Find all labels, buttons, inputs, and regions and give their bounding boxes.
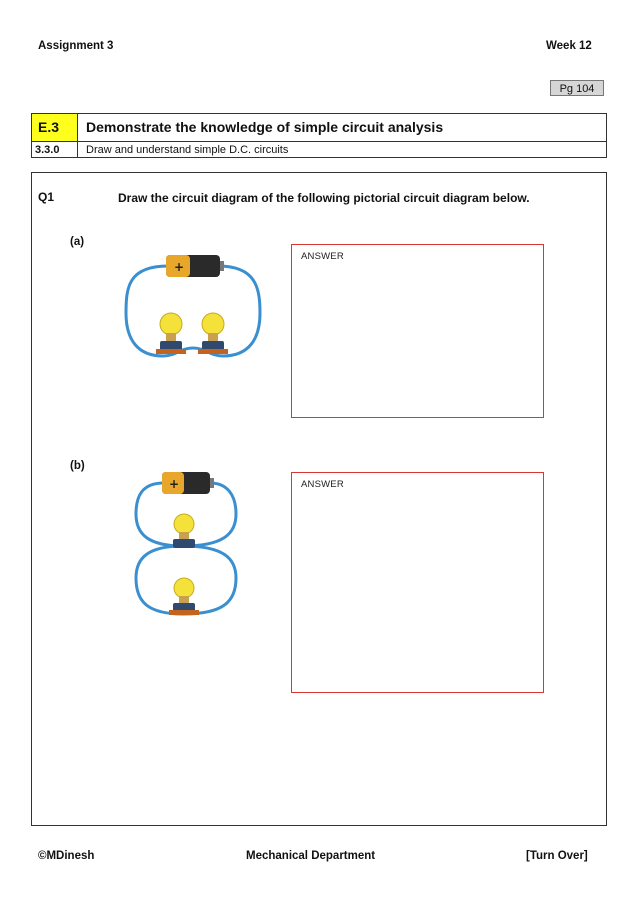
footer-author: ©MDinesh [38,850,95,862]
footer-department: Mechanical Department [246,850,376,862]
bulb-icon [173,514,195,548]
battery-icon [162,472,214,494]
question-text: Draw the circuit diagram of the following pictorial circuit diagram below. [118,191,530,205]
part-a-label: (a) [70,236,85,248]
topic-code: E.3 [32,114,77,141]
battery-icon [166,255,224,277]
topic-row [32,114,606,142]
pictorial-circuit-a [118,248,268,366]
bulb-icon [198,313,228,354]
topic-table [31,113,607,158]
page-number: Pg 104 [550,80,604,96]
bulb-icon [169,578,199,615]
battery-plus-sign: + [174,260,185,274]
part-b-label: (b) [70,460,85,472]
answer-box-b[interactable] [291,472,544,693]
subtopic-title: Draw and understand simple D.C. circuits [86,144,289,156]
footer-turn-over: [Turn Over] [526,850,588,862]
answer-label: ANSWER [301,251,344,262]
topic-title: Demonstrate the knowledge of simple circuit analysis [86,119,444,135]
pictorial-circuit-b [128,466,246,622]
week-label: Week 12 [546,40,592,52]
answer-label: ANSWER [301,479,344,490]
battery-plus-sign: + [169,477,180,491]
wire-loop [126,266,260,356]
bulb-icon [156,313,186,354]
assignment-label: Assignment 3 [38,40,114,52]
question-number: Q1 [38,190,55,204]
answer-box-a[interactable] [291,244,544,418]
subtopic-code: 3.3.0 [35,144,60,156]
